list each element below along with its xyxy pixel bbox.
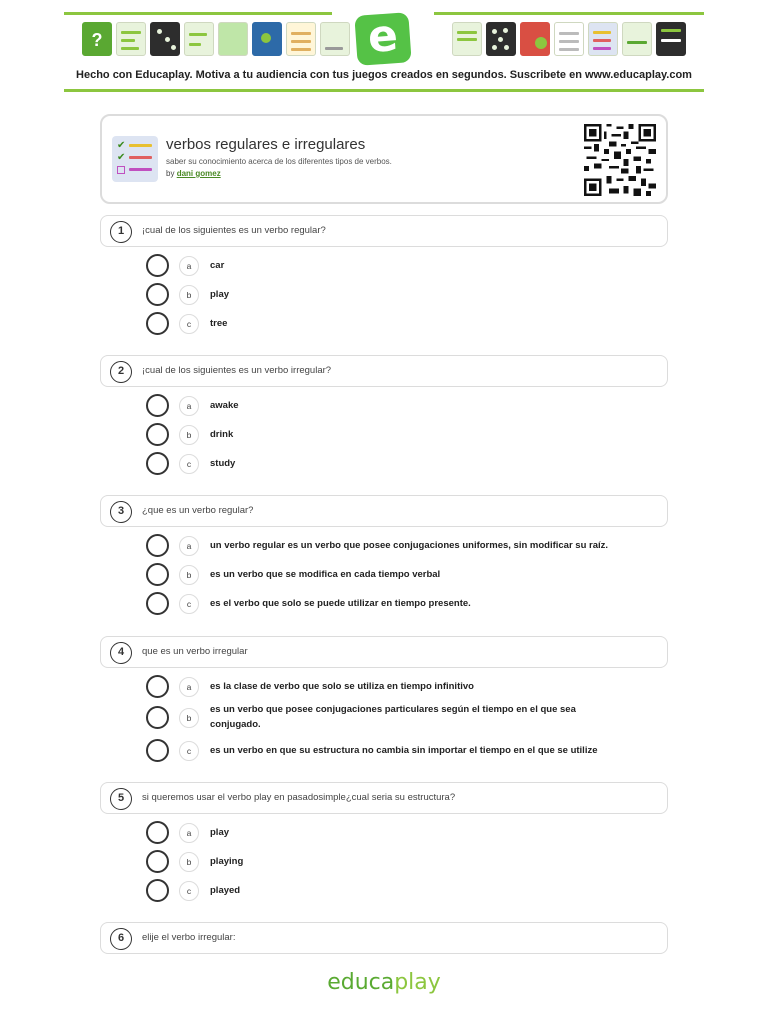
answer-radio[interactable] [146,563,169,586]
option-letter: b [179,565,199,585]
option-text: played [210,885,241,896]
fill-blanks-game-icon [116,22,146,56]
question-text: elije el verbo irregular: [142,932,236,943]
quiz-game-icon [82,22,112,56]
dialog-game-icon [184,22,214,56]
option-letter: c [179,881,199,901]
option-text: play [210,289,230,300]
option-letter: a [179,256,199,276]
option-text: un verbo regular es un verbo que posee conjugaciones uniformes, sin modificar su raíz. [210,540,609,551]
pairs-game-icon [452,22,482,56]
option-letter: b [179,852,199,872]
option-text: play [210,827,230,838]
option-text: drink [210,429,234,440]
question-mark-glyph: ? [91,30,103,50]
option-text: es un verbo que se modifica en cada tiempo verbal [210,569,441,580]
answer-radio[interactable] [146,879,169,902]
answer-radio[interactable] [146,254,169,277]
activity-title-card [100,114,668,204]
banner-top-line-right [434,12,704,15]
option-letter: c [179,454,199,474]
answer-radio[interactable] [146,394,169,417]
option-letter: b [179,425,199,445]
option-text: es el verbo que solo se puede utilizar en tiempo presente. [210,598,471,609]
question-number: 4 [110,642,132,664]
banner-bottom-line [64,89,704,92]
question-text: ¿que es un verbo regular? [142,505,254,516]
activity-description: saber su conocimiento acerca de los diferentes tipos de verbos. [166,157,392,166]
map-game-icon [252,22,282,56]
question-1 [100,215,668,247]
answer-radio[interactable] [146,452,169,475]
alphabet-wheel-game-icon [486,22,516,56]
question-number: 3 [110,501,132,523]
option-text: car [210,260,225,271]
answer-radio[interactable] [146,592,169,615]
writing-game-icon [622,22,652,56]
option-text: study [210,458,236,469]
by-label: by [166,169,175,178]
memory-game-icon [320,22,350,56]
educaplay-logo-icon: e [354,12,411,66]
activity-title: verbos regulares e irregulares [166,136,366,153]
question-6 [100,922,668,954]
option-letter: a [179,677,199,697]
answer-radio[interactable] [146,821,169,844]
question-text: si queremos usar el verbo play en pasadosimple¿cual seria su estructura? [142,792,456,803]
activity-byline [166,169,392,178]
question-text: ¡cual de los siguientes es un verbo regular? [142,225,326,236]
answer-radio[interactable] [146,706,169,729]
option-text: es un verbo en que su estructura no cambia sin importar el tiempo en el que se utilize [210,745,598,756]
question-text: ¡cual de los siguientes es un verbo irregular? [142,365,332,376]
option-letter: b [179,708,199,728]
answer-radio[interactable] [146,739,169,762]
option-text: awake [210,400,239,411]
test-game-icon [588,22,618,56]
option-text: playing [210,856,244,867]
option-letter: a [179,396,199,416]
word-search-game-icon [286,22,316,56]
option-text: tree [210,318,228,329]
option-letter: a [179,536,199,556]
question-text: que es un verbo irregular [142,646,248,657]
question-2 [100,355,668,387]
option-letter: a [179,823,199,843]
educaplay-footer-logo [0,970,768,995]
answer-radio[interactable] [146,850,169,873]
question-3 [100,495,668,527]
answer-radio[interactable] [146,534,169,557]
question-number: 5 [110,788,132,810]
answer-radio[interactable] [146,675,169,698]
answer-radio[interactable] [146,312,169,335]
option-letter: b [179,285,199,305]
option-letter: c [179,314,199,334]
answer-radio[interactable] [146,283,169,306]
footer-logo-part2: play [394,970,441,995]
letter-grid-game-icon [554,22,584,56]
banner-promo-text: Hecho con Educaplay. Motiva a tu audiencia con tus juegos creados en segundos. Suscribete en www.educaplay.com [76,69,692,81]
author-link[interactable]: dani gomez [176,169,221,178]
checklist-test-icon: ✔ ✔ [112,136,158,182]
frog-game-icon [218,22,248,56]
question-4 [100,636,668,668]
educaplay-banner [64,12,704,94]
qr-code-icon [584,124,656,196]
answer-radio[interactable] [146,423,169,446]
crossword-game-icon [150,22,180,56]
option-letter: c [179,741,199,761]
option-text: es la clase de verbo que solo se utiliza en tiempo infinitivo [210,681,474,692]
true-false-game-icon [520,22,550,56]
question-5 [100,782,668,814]
option-text: es un verbo que posee conjugaciones particulares según el tiempo en el que sea conjugado. [210,704,576,730]
question-number: 2 [110,361,132,383]
question-number: 1 [110,221,132,243]
question-number: 6 [110,928,132,950]
banner-top-line-left [64,12,332,15]
footer-logo-part1: educa [327,970,395,995]
option-letter: c [179,594,199,614]
video-quiz-game-icon [656,22,686,56]
